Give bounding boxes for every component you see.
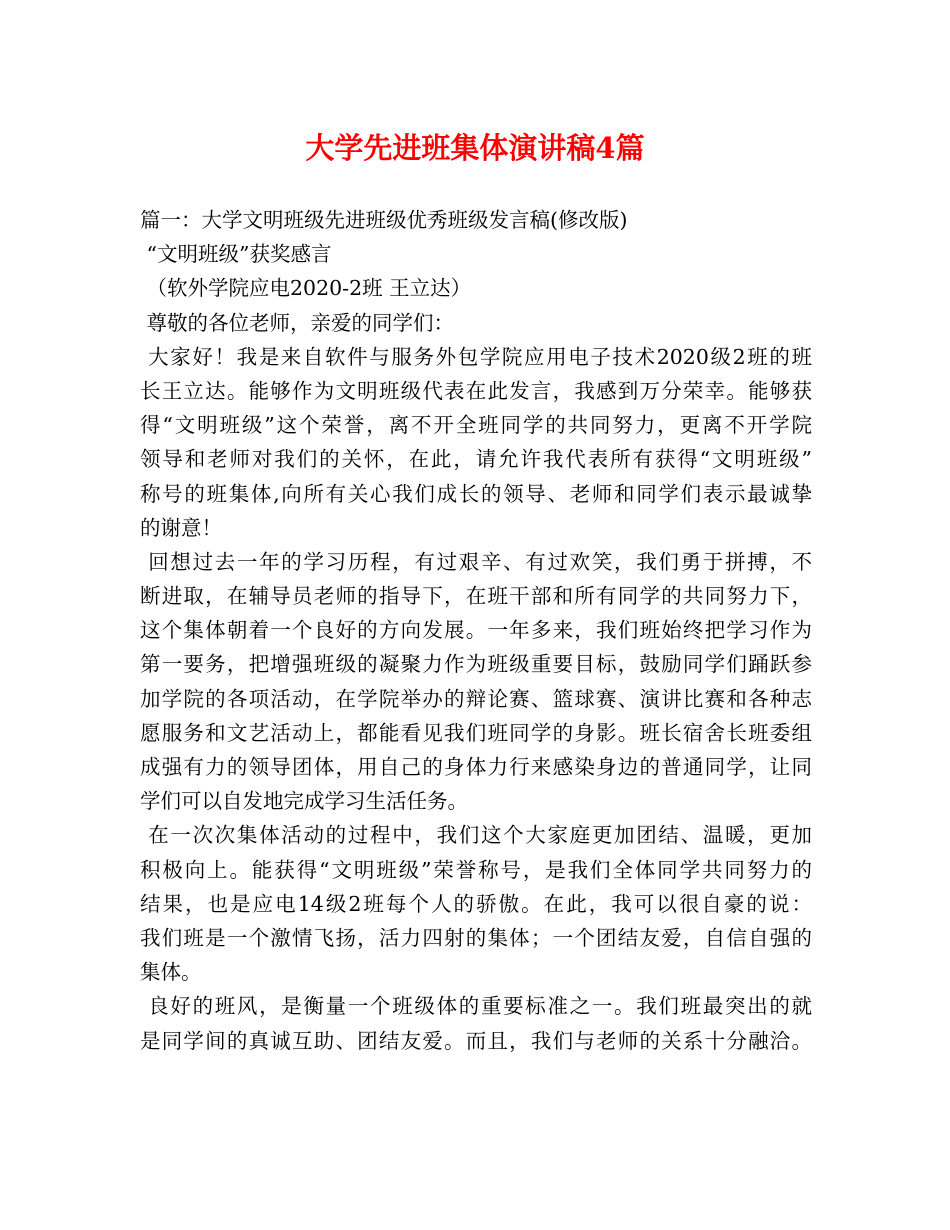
body-line: 领导和老师对我们的关怀，在此，请允许我代表所有获得“文明班级” <box>140 447 812 472</box>
body-line: “文明班级”获奖感言 <box>140 242 332 267</box>
document-body <box>140 203 812 1058</box>
body-line: 在一次次集体活动的过程中，我们这个大家庭更加团结、温暖，更加 <box>140 823 812 848</box>
body-line: 我们班是一个激情飞扬，活力四射的集体；一个团结友爱，自信自强的 <box>140 925 812 950</box>
body-line: 良好的班风，是衡量一个班级体的重要标准之一。我们班最突出的就 <box>140 994 812 1019</box>
body-line: 集体。 <box>140 960 202 985</box>
body-line: 是同学间的真诚互助、团结友爱。而且，我们与老师的关系十分融洽。 <box>140 1028 812 1053</box>
body-line: 第一要务，把增强班级的凝聚力作为班级重要目标，鼓励同学们踊跃参 <box>140 652 812 677</box>
body-line: 愿服务和文艺活动上，都能看见我们班同学的身影。班长宿舍长班委组 <box>140 720 812 745</box>
body-line: 成强有力的领导团体，用自己的身体力行来感染身边的普通同学，让同 <box>140 755 812 779</box>
body-line: 得“文明班级”这个荣誉，离不开全班同学的共同努力，更离不开学院 <box>140 413 812 438</box>
body-line: 断进取，在辅导员老师的指导下，在班干部和所有同学的共同努力下， <box>140 584 812 609</box>
body-line: （软外学院应电2020-2班 王立达） <box>140 276 472 301</box>
body-line: 尊敬的各位老师，亲爱的同学们： <box>140 310 455 335</box>
body-line: 积极向上。能获得“文明班级”荣誉称号，是我们全体同学共同努力的 <box>140 857 812 882</box>
body-line: 结果，也是应电14级2班每个人的骄傲。在此，我可以很自豪的说： <box>140 891 812 916</box>
body-line: 的谢意！ <box>140 515 222 540</box>
body-line: 大家好！我是来自软件与服务外包学院应用电子技术2020级2班的班 <box>140 344 812 369</box>
document-title: 大学先进班集体演讲稿4篇 <box>305 131 645 165</box>
body-line: 称号的班集体,向所有关心我们成长的领导、老师和同学们表示最诚挚 <box>140 481 812 506</box>
body-line: 加学院的各项活动，在学院举办的辩论赛、篮球赛、演讲比赛和各种志 <box>140 686 812 711</box>
body-line: 长王立达。能够作为文明班级代表在此发言，我感到万分荣幸。能够获 <box>140 378 812 403</box>
body-line: 学们可以自发地完成学习生活任务。 <box>140 789 468 814</box>
body-line: 这个集体朝着一个良好的方向发展。一年多来，我们班始终把学习作为 <box>140 618 812 643</box>
body-line: 篇一：大学文明班级先进班级优秀班级发言稿(修改版) <box>140 208 628 232</box>
body-line: 回想过去一年的学习历程，有过艰辛、有过欢笑，我们勇于拼搏，不 <box>140 549 812 574</box>
